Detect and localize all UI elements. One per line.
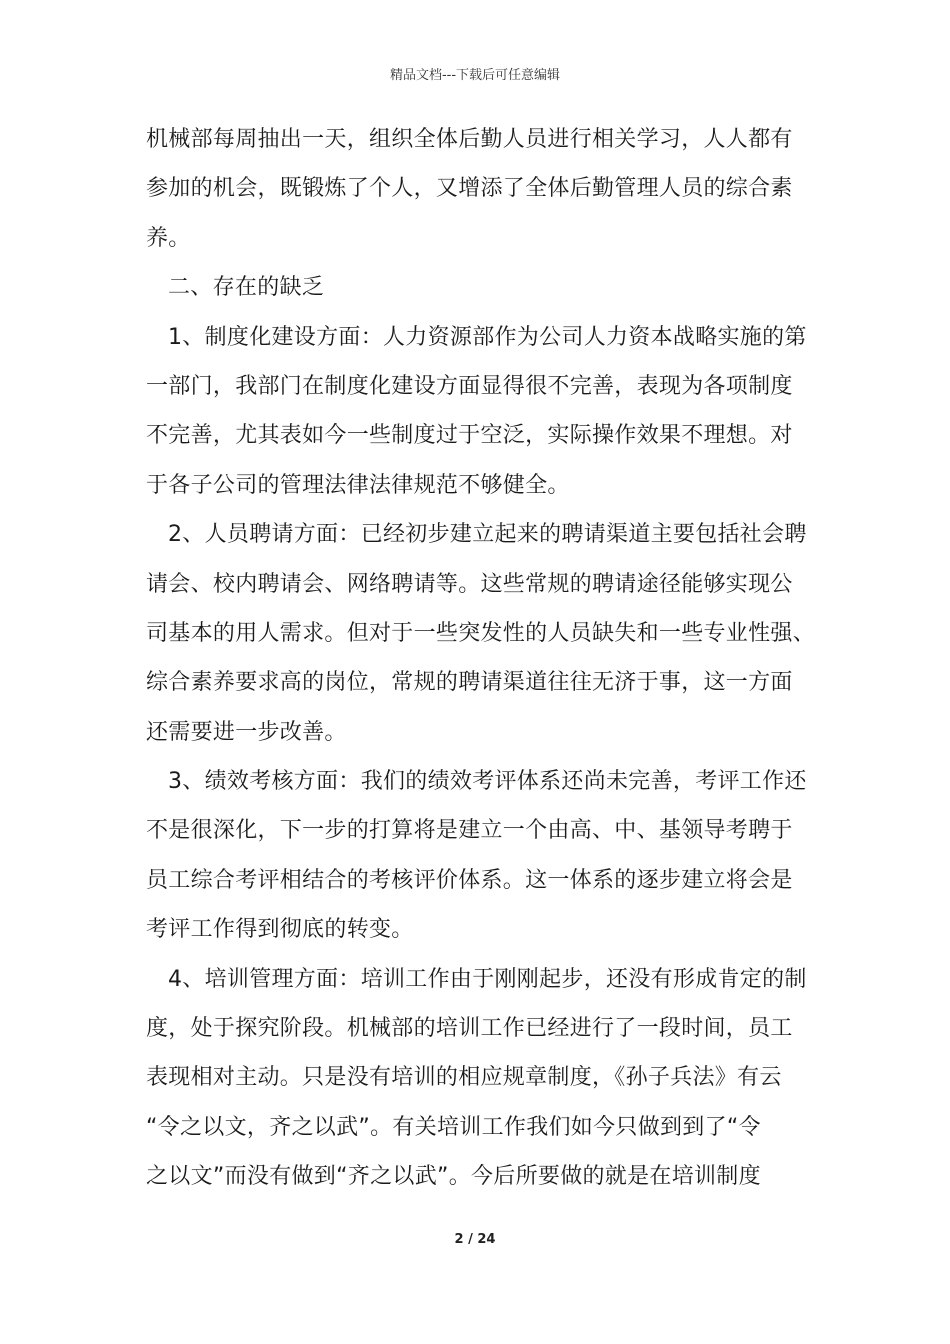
text-line: 不完善，尤其表如今一些制度过于空泛，实际操作效果不理想。对 xyxy=(146,423,793,449)
text-line: 之以文”而没有做到“齐之以武”。今后所要做的就是在培训制度 xyxy=(146,1164,761,1190)
text-line: 司基本的用人需求。但对于一些突发性的人员缺失和一些专业性强、 xyxy=(146,620,816,646)
page-number: 2 / 24 xyxy=(454,1232,496,1247)
text-line: “令之以文，齐之以武”。有关培训工作我们如今只做到到了“令 xyxy=(146,1114,761,1140)
text-line: 养。 xyxy=(146,225,191,251)
text-line: 机械部每周抽出一天，组织全体后勤人员进行相关学习，人人都有 xyxy=(146,127,793,152)
text-line: 还需要进一步改善。 xyxy=(146,719,347,745)
text-line: 综合素养要求高的岗位，常规的聘请渠道往往无济于事，这一方面 xyxy=(146,670,793,696)
text-line: 请会、校内聘请会、网络聘请等。这些常规的聘请途径能够实现公 xyxy=(146,571,793,597)
paragraph-start: 3、绩效考核方面：我们的绩效考评体系还尚未完善，考评工作还 xyxy=(168,769,807,795)
text-line: 表现相对主动。只是没有培训的相应规章制度，《孙子兵法》有云 xyxy=(146,1065,782,1091)
paragraph-start: 2、人员聘请方面：已经初步建立起来的聘请渠道主要包括社会聘 xyxy=(168,522,807,548)
section-heading: 二、存在的缺乏 xyxy=(168,275,325,301)
text-line: 于各子公司的管理法律法律规范不够健全。 xyxy=(146,472,570,498)
paragraph-start: 4、培训管理方面：培训工作由于刚刚起步，还没有形成肯定的制 xyxy=(168,966,807,992)
text-line: 考评工作得到彻底的转变。 xyxy=(146,917,414,943)
text-line: 员工综合考评相结合的考核评价体系。这一体系的逐步建立将会是 xyxy=(146,867,793,893)
document-body xyxy=(146,127,816,1215)
text-line: 参加的机会，既锻炼了个人，又增添了全体后勤管理人员的综合素 xyxy=(146,176,793,202)
text-line: 不是很深化，下一步的打算将是建立一个由高、中、基领导考聘于 xyxy=(146,818,793,844)
paragraph-start: 1、制度化建设方面：人力资源部作为公司人力资本战略实施的第 xyxy=(168,324,807,350)
page-header: 精品文档---下载后可任意编辑 xyxy=(389,68,561,83)
text-line: 度，处于探究阶段。机械部的培训工作已经进行了一段时间，员工 xyxy=(146,1016,793,1042)
text-line: 一部门，我部门在制度化建设方面显得很不完善，表现为各项制度 xyxy=(146,373,793,399)
